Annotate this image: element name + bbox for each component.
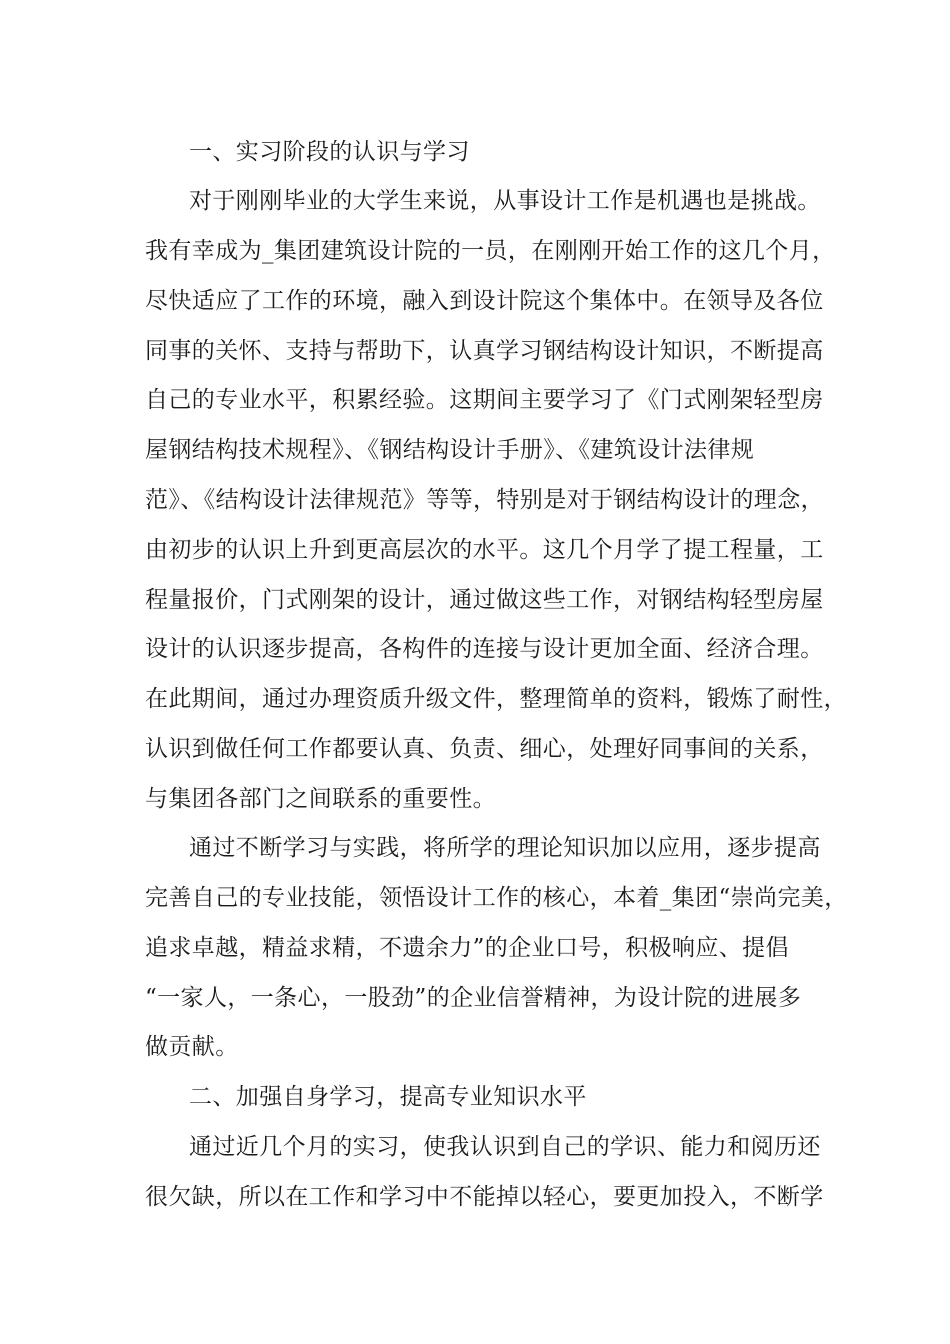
- paragraph-line: 程量报价，门式刚架的设计，通过做这些工作，对钢结构轻型房屋: [145, 587, 824, 613]
- paragraph-line: 屋钢结构技术规程》、《钢结构设计手册》、《建筑设计法律规: [145, 437, 755, 463]
- paragraph-line: 对于刚刚毕业的大学生来说，从事设计工作是机遇也是挑战。: [189, 188, 821, 214]
- paragraph-line: 我有幸成为_集团建筑设计院的一员，在刚刚开始工作的这几个月，: [145, 238, 836, 264]
- paragraph-line: 范》、《结构设计法律规范》等等，特别是对于钢结构设计的理念，: [145, 487, 824, 513]
- paragraph-line: 尽快适应了工作的环境，融入到设计院这个集体中。在领导及各位: [145, 288, 824, 314]
- paragraph-line: 做贡献。: [145, 1034, 239, 1060]
- paragraph-line: 通过近几个月的实习，使我认识到自己的学识、能力和阅历还: [189, 1134, 821, 1160]
- paragraph-line: 设计的认识逐步提高，各构件的连接与设计更加全面、经济合理。: [145, 636, 824, 662]
- paragraph-line: 完善自己的专业技能，领悟设计工作的核心，本着_集团“崇尚完美，: [145, 885, 848, 911]
- paragraph-line: 通过不断学习与实践，将所学的理论知识加以应用，逐步提高: [189, 835, 821, 861]
- paragraph-line: 自己的专业水平，积累经验。这期间主要学习了《门式刚架轻型房: [145, 387, 824, 413]
- paragraph-line: 同事的关怀、支持与帮助下，认真学习钢结构设计知识，不断提高: [145, 338, 824, 364]
- paragraph-line: 在此期间，通过办理资质升级文件，整理简单的资料，锻炼了耐性，: [145, 686, 847, 712]
- section-heading-2: 二、加强自身学习，提高专业知识水平: [189, 1084, 587, 1110]
- section-heading-1: 一、实习阶段的认识与学习: [189, 139, 470, 165]
- paragraph-line: 追求卓越，精益求精，不遗余力”的企业口号，积极响应、提倡: [145, 935, 789, 961]
- paragraph-line: 与集团各部门之间联系的重要性。: [145, 786, 496, 812]
- paragraph-line: “一家人，一条心，一股劲”的企业信誉精神，为设计院的进展多: [145, 985, 802, 1011]
- paragraph-line: 由初步的认识上升到更高层次的水平。这几个月学了提工程量，工: [145, 537, 824, 563]
- paragraph-line: 认识到做任何工作都要认真、负责、细心，处理好同事间的关系，: [145, 736, 824, 762]
- paragraph-line: 很欠缺，所以在工作和学习中不能掉以轻心，要更加投入，不断学: [145, 1184, 824, 1210]
